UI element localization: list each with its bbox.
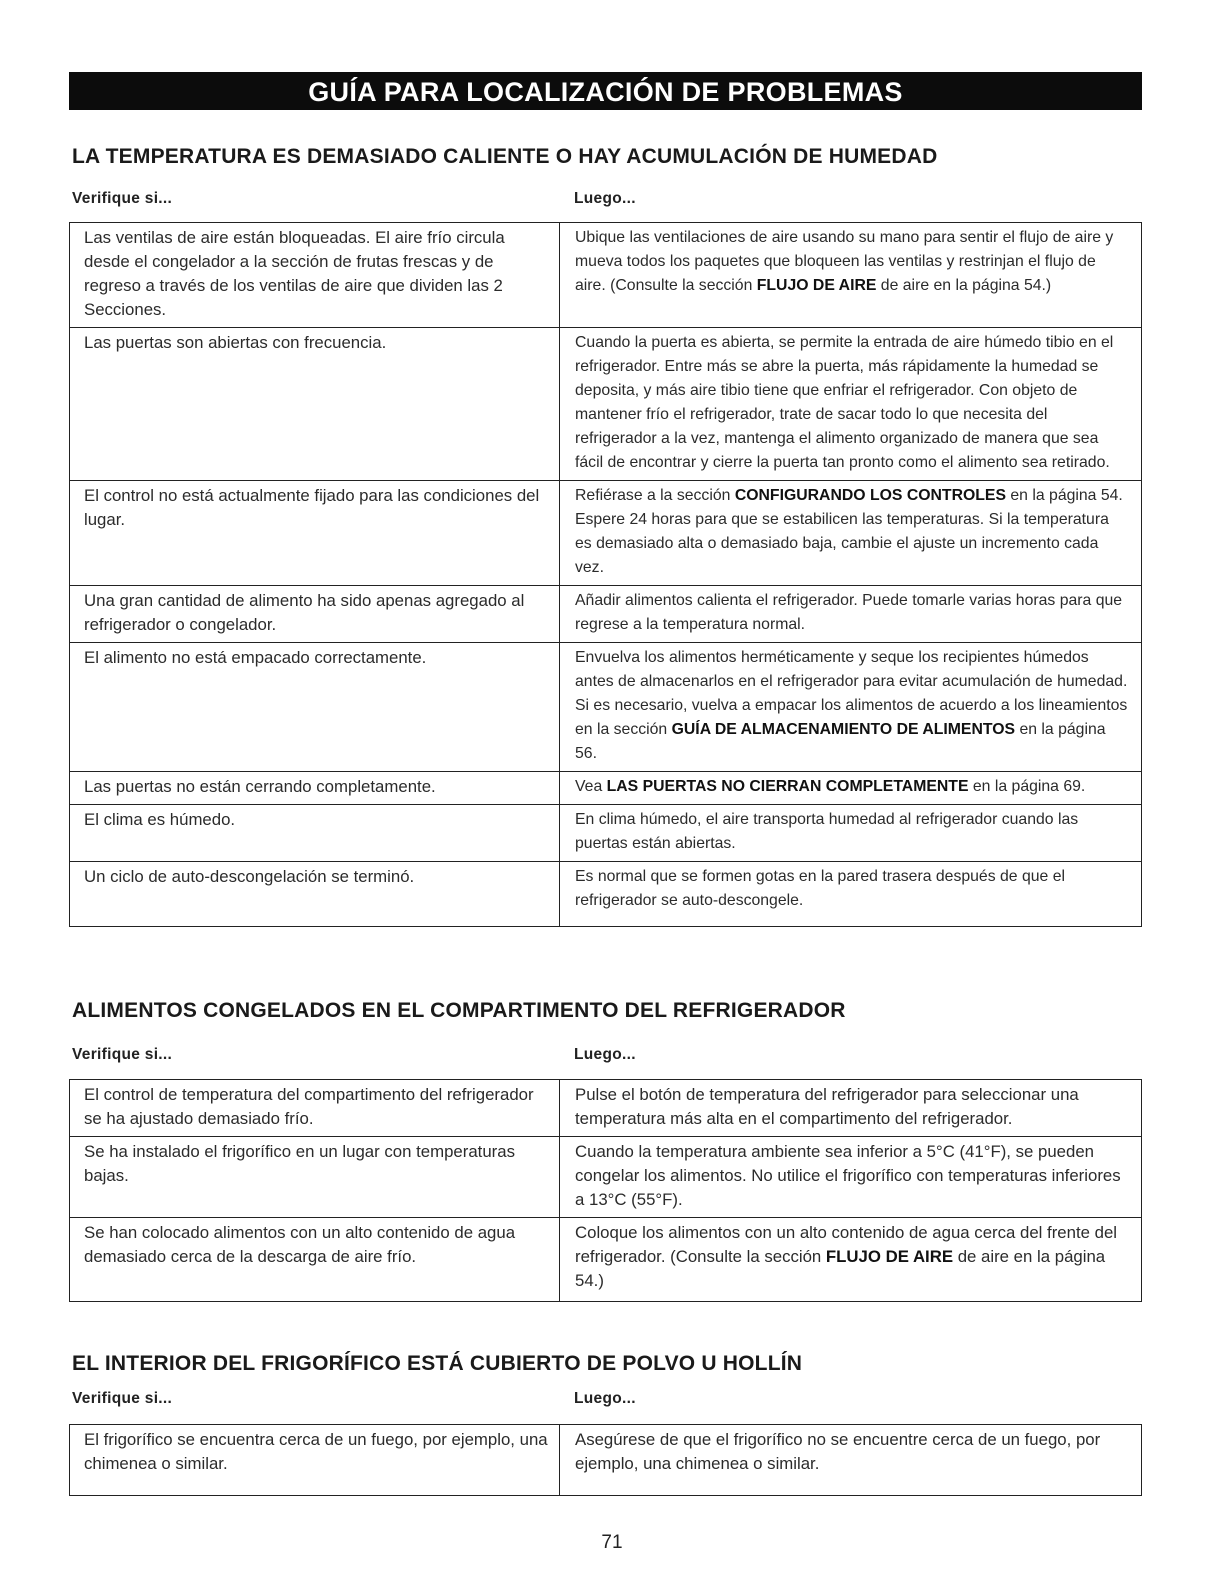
column-header-check: Verifique si... xyxy=(72,190,173,207)
column-header-then: Luego... xyxy=(574,190,636,207)
check-cell: Una gran cantidad de alimento ha sido apenas agregado al refrigerador o congelador. xyxy=(70,586,560,642)
section-title: ALIMENTOS CONGELADOS EN EL COMPARTIMENTO DEL REFRIGERADOR xyxy=(72,999,846,1022)
table-row xyxy=(70,1136,1141,1217)
action-cell: En clima húmedo, el aire transporta humedad al refrigerador cuando las puertas están abiertas. xyxy=(575,811,1079,852)
column-header-then: Luego... xyxy=(574,1390,636,1407)
table-row xyxy=(70,585,1141,642)
page-banner: GUÍA PARA LOCALIZACIÓN DE PROBLEMAS xyxy=(69,72,1142,110)
table-row xyxy=(70,1217,1141,1301)
table-row xyxy=(70,771,1141,804)
table-row xyxy=(70,861,1141,926)
check-cell: El frigorífico se encuentra cerca de un fuego, por ejemplo, una chimenea o similar. xyxy=(70,1425,560,1495)
section-title: EL INTERIOR DEL FRIGORÍFICO ESTÁ CUBIERTO DE POLVO U HOLLÍN xyxy=(72,1352,803,1375)
action-cell: Añadir alimentos calienta el refrigerador. Puede tomarle varias horas para que regrese a la temperatura normal. xyxy=(575,592,1123,633)
check-cell: El control no está actualmente fijado para las condiciones del lugar. xyxy=(70,481,560,585)
check-cell: Las puertas no están cerrando completamente. xyxy=(70,772,560,804)
action-cell: Cuando la temperatura ambiente sea inferior a 5°C (41°F), se pueden congelar los alimentos. No utilice el frigorífico con temperaturas inferiores a 13°C (55°F). xyxy=(575,1142,1121,1209)
troubleshooting-table xyxy=(69,1424,1142,1496)
check-cell: Las puertas son abiertas con frecuencia. xyxy=(70,328,560,480)
action-cell: Asegúrese de que el frigorífico no se encuentre cerca de un fuego, por ejemplo, una chimenea o similar. xyxy=(575,1430,1101,1473)
column-header-then: Luego... xyxy=(574,1046,636,1063)
check-cell: El alimento no está empacado correctamente. xyxy=(70,643,560,771)
action-cell: Ubique las ventilaciones de aire usando su mano para sentir el flujo de aire y mueva todos los paquetes que bloqueen las ventilas y restrinjan el flujo de aire. (Consulte la sección FLUJO DE AIRE de aire en la página 54.) xyxy=(575,229,1114,294)
section-title: LA TEMPERATURA ES DEMASIADO CALIENTE O HAY ACUMULACIÓN DE HUMEDAD xyxy=(72,145,938,168)
check-cell: Las ventilas de aire están bloqueadas. El aire frío circula desde el congelador a la sección de frutas frescas y de regreso a través de los ventilas de aire que dividen las 2 Secciones. xyxy=(70,223,560,327)
troubleshooting-table xyxy=(69,1079,1142,1302)
action-cell: Vea LAS PUERTAS NO CIERRAN COMPLETAMENTE en la página 69. xyxy=(575,778,1086,795)
table-row xyxy=(70,642,1141,771)
check-cell: Un ciclo de auto-descongelación se terminó. xyxy=(70,862,560,926)
column-header-check: Verifique si... xyxy=(72,1046,173,1063)
page-number: 71 xyxy=(601,1532,623,1553)
troubleshooting-table xyxy=(69,222,1142,927)
action-cell: Refiérase a la sección CONFIGURANDO LOS CONTROLES en la página 54. Espere 24 horas para que se estabilicen las temperaturas. Si la temperatura es demasiado alta o demasiado baja, cambie el ajuste un incremento cada vez. xyxy=(575,487,1123,576)
table-row xyxy=(70,1425,1141,1495)
table-row xyxy=(70,1080,1141,1136)
action-cell: Coloque los alimentos con un alto contenido de agua cerca del frente del refrigerador. (Consulte la sección FLUJO DE AIRE de aire en la página 54.) xyxy=(575,1223,1118,1290)
table-row xyxy=(70,804,1141,861)
action-cell: Es normal que se formen gotas en la pared trasera después de que el refrigerador se auto-descongele. xyxy=(575,868,1066,909)
check-cell: El control de temperatura del compartimento del refrigerador se ha ajustado demasiado frío. xyxy=(70,1080,560,1136)
action-cell: Cuando la puerta es abierta, se permite la entrada de aire húmedo tibio en el refrigerador. Entre más se abre la puerta, más rápidamente la humedad se deposita, y más aire tibio tiene que enfriar el refrigerador. Con objeto de mantener frío el refrigerador, trate de sacar todo lo que necesita del refrigerador a la vez, mantenga el alimento organizado de manera que sea fácil de encontrar y cierre la puerta tan pronto como el alimento sea retirado. xyxy=(575,334,1114,471)
action-cell: Envuelva los alimentos herméticamente y seque los recipientes húmedos antes de almacenarlos en el refrigerador para evitar acumulación de humedad. Si es necesario, vuelva a empacar los alimentos de acuerdo a los lineamientos en la sección GUÍA DE ALMACENAMIENTO DE ALIMENTOS en la página 56. xyxy=(575,649,1128,762)
table-row xyxy=(70,327,1141,480)
check-cell: El clima es húmedo. xyxy=(70,805,560,861)
check-cell: Se ha instalado el frigorífico en un lugar con temperaturas bajas. xyxy=(70,1137,560,1217)
check-cell: Se han colocado alimentos con un alto contenido de agua demasiado cerca de la descarga de aire frío. xyxy=(70,1218,560,1301)
table-row xyxy=(70,480,1141,585)
table-row xyxy=(70,223,1141,327)
column-header-check: Verifique si... xyxy=(72,1390,173,1407)
action-cell: Pulse el botón de temperatura del refrigerador para seleccionar una temperatura más alta en el compartimento del refrigerador. xyxy=(575,1085,1079,1128)
